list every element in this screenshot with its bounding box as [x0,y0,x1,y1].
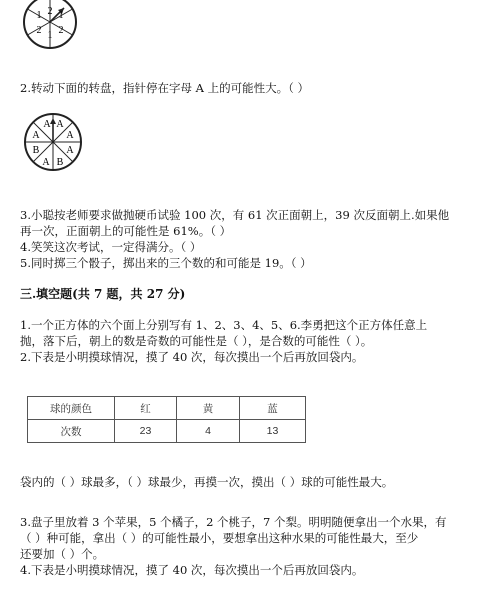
spinner-letter: A [56,119,64,130]
fill-1-line-1: 1.一个正方体的六个面上分别写有 1、2、3、4、5、6.李勇把这个正方体任意上 [20,318,428,332]
table-header-cell: 球的颜色 [28,397,115,420]
fill-2: 2.下表是小明摸球情况，摸了 40 次，每次摸出一个后再放回袋内。 [20,350,364,364]
fill-3-line-1: 3.盘子里放着 3 个苹果，5 个橘子，2 个桃子，7 个梨。明明随便拿出一个水果，有 [20,515,447,529]
question-4: 4.笑笑这次考试，一定得满分。（ ） [20,240,202,254]
fill-4: 4.下表是小明摸球情况，摸了 40 次，每次摸出一个后再放回袋内。 [20,563,364,577]
table-header-cell: 蓝 [240,397,306,420]
spinner-number: 1 [36,10,42,21]
table-cell: 次数 [28,420,115,443]
table-row [28,420,306,443]
spinner-number: 1 [58,10,64,21]
fill-2-answer: 袋内的（ ）球最多，（ ）球最少，再摸一次，摸出（ ）球的可能性最大。 [20,475,394,489]
fill-3-line-3: 还要加（ ）个。 [20,547,105,561]
spinner-letter: B [56,157,64,168]
spinner-letter: A [43,119,51,130]
spinner-number: 2 [36,25,42,36]
table-row [28,397,306,420]
spinner-number: 1 [47,30,53,41]
spinner-letter: A [42,157,50,168]
ball-tally-table [27,396,306,443]
fill-3-line-2: （ ）种可能，拿出（ ）的可能性最小，要想拿出这种水果的可能性最大，至少 [20,531,419,545]
number-spinner [20,0,80,52]
spinner-number: 2 [58,25,64,36]
fill-1-line-2: 抛，落下后，朝上的数是奇数的可能性是（ ），是合数的可能性（ ）。 [20,334,373,348]
question-3-line-1: 3.小聪按老师要求做抛硬币试验 100 次，有 61 次正面朝上，39 次反面朝上.如果他 [20,208,450,222]
spinner-letter: A [66,145,74,156]
spinner-letter: A [66,130,74,141]
letter-spinner [23,112,83,172]
table-header-cell: 红 [115,397,177,420]
spinner-letter: A [32,130,40,141]
table-cell: 13 [240,420,306,443]
spinner-letter: B [32,145,40,156]
table-header-cell: 黄 [177,397,240,420]
question-3-line-2: 再一次，正面朝上的可能性是 61%。（ ） [20,224,232,238]
section-title: 三.填空题(共 7 题，共 27 分) [20,287,186,301]
question-2: 2.转动下面的转盘，指针停在字母 A 上的可能性大。（ ） [20,81,309,95]
table-cell: 4 [177,420,240,443]
spinner-number: 2 [47,6,53,17]
question-5: 5.同时掷三个骰子，掷出来的三个数的和可能是 19。（ ） [20,256,312,270]
table-cell: 23 [115,420,177,443]
